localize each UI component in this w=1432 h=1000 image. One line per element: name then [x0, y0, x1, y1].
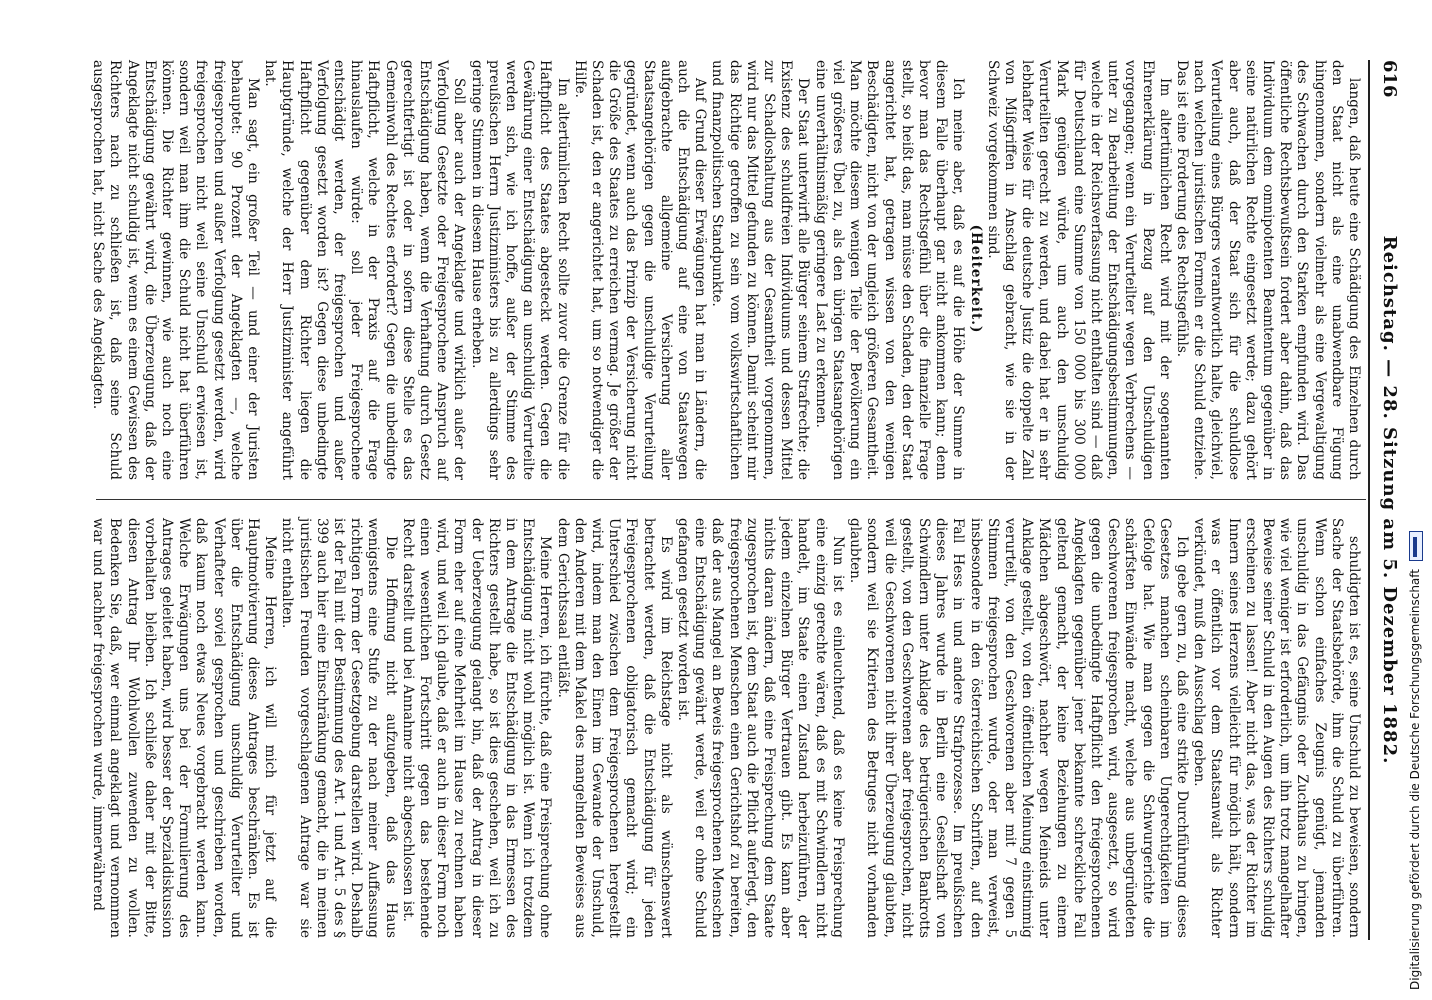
header-rule	[1368, 60, 1370, 940]
page-number: 616	[1379, 60, 1400, 98]
paragraph: Es wird im Reichstage nicht als wünschenswert betrachtet werden, daß die Entschädigung für jeden Freigesprochenen obligatorisch gemacht wird; ein Unterschied zwischen dem Freigesprochenen hergestellt wird, indem man den Einen im Gewande der Unschuld, den Anderen mit dem Makel des mangelnden Beweises aus dem Gerichtssaal entläßt.	[554, 518, 674, 938]
paragraph: Meine Herren, ich fürchte, daß eine Freisprechung ohne Entschädigung nicht wohl möglich ist. Wenn ich trotzdem in dem Antrage die Entschädigung in das Ermessen des Richters gestellt habe, so ist dies geschehen, weil ich zu der Ueberzeugung gelangt bin, daß der Antrag in dieser Form eher auf eine Mehrheit im Hause zu rechnen haben wird, und weil ich glaube, daß er auch in dieser Form noch einen wesentlichen Fortschritt gegen das bestehende Recht darstellt und bei Annahme nicht abgeschlossen ist.	[399, 518, 554, 938]
paragraph: Im altertümlichen Recht sollte zuvor die Grenze für die Haftpflicht des Staates abgesteckt werden. Gegen die Gewährung einer Entschädigung an unschuldig Verurteilte werden sich, wie ich hoffe, außer der Stimme des preußischen Herrn Justizministers bis zu allerdings sehr geringe Stimmen in diesem Hause erheben.	[468, 60, 571, 480]
paragraph: Im altertümlichen Recht wird mit der sogenannten Ehrenerklärung in Bezug auf den Unschuldigen vorgegangen; wenn ein Verurteilter wegen Verbrechens — unter zu Bearbeitung der Entschädigungsbestimmungen, welche in der Reichsverfassung nicht enthalten sind — daß für Deutschland eine Summe von 150 000 bis 300 000 Mark genügen würde, um auch den unschuldig Verurteilten gerecht zu werden, und dabei hat er in sehr lebhafter Weise für die deutsche Justiz die doppelte Zahl von Mißgriffen in Anschlag gebracht, wie sie in der Schweiz vorgekommen sind.	[984, 60, 1173, 480]
paragraph: Soll aber auch der Angeklagte und wirklich außer der Verfolgung Gesetzte oder Freigesprochene Anspruch auf Entschädigung haben, wenn die Verhaftung durch Gesetz gerechtfertigt ist oder in sofern diese Stelle es das Gemeinwohl des Rechtes erfordert? Gegen die unbedingte Haftpflicht, welche in der Praxis auf die Frage hinauslaufen würde: soll jeder Freigesprochene entschädigt werden, der freigesprochen und außer Verfolgung gesetzt worden ist? Gegen diese unbedingte Haftpflicht gegenüber dem Richter liegen die Hauptgründe, welche der Herr Justizminister angeführt hat.	[262, 60, 468, 480]
interjection: (Heiterkeit.)	[967, 224, 984, 334]
footer-text: Digitalisierung gefördert durch die Deutsche Forschungsgemeinschaft	[1408, 568, 1422, 990]
page-title: Reichstag. — 28. Sitzung am 5. Dezember 1882.	[1379, 235, 1400, 765]
paragraph: Auf Grund dieser Erwägungen hat man in Ländern, die auch die Entschädigung auf eine von Staatswegen aufgebrachte allgemeine Versicherung aller Staatsangehörigen gegen die unschuldige Verurteilung gegründet, wenn auch das Prinzip der Versicherung nicht die Größe des Staates zu erreichen vermag. Je größer der Schaden ist, den er angerichtet hat, um so notwendiger die Hilfe.	[571, 60, 709, 480]
paragraph: Nun ist es einleuchtend, daß es keine Freisprechung eine einzig gerechte wären, daß es mit Schwindlern nicht handelt, im Staate einen Zustand herbeizuführen, der jedem einzelnen Bürger Vertrauen gibt. Es kann aber nichts daran ändern, daß eine Freisprechung dem Staate zugesprochen ist, dem Staat auch die Pflicht auferlegt, den freigesprochenen Menschen einen Gerichtshof zu bereiten, daß der aus Mangel an Beweis freigesprochenen Menschen eine Entschädigung gewährt werde, weil er ohne Schuld gefangen gesetzt worden ist.	[675, 518, 846, 938]
digitization-footer	[1402, 510, 1428, 990]
paragraph: Ich meine aber, daß es auf die Höhe der Summe in diesem Falle überhaupt gar nicht ankommen kann; denn bevor man das Rechtsgefühl über die finanzielle Frage stellt, so heißt das, man müsse den Schaden, den der Staat angerichtet hat, getragen wissen von den wenigen Beschädigten, nicht von der ungleich größeren Gesamtheit. Man möchte diesem wenigen Teile der Bevölkerung ein viel größeres Übel zu, als den übrigen Staatsangehörigen eine unverhältnismäßig geringere Last zu erkennen.	[812, 60, 967, 480]
scanned-page	[82, 60, 1402, 940]
paragraph: Ich gebe gern zu, daß eine strikte Durchführung dieses Gesetzes manchen scheinbaren Ungerechtigkeiten im Gefolge hat. Wie man gegen die Schwurgerichte die schärfsten Einwände macht, welche aus unbegründeten Geschworenen freigesprochen wird, ausgesetzt, so wird gegen die unbedingte Haftpflicht den freigesprochenen Angeklagten gegenüber jener bekannte schreckliche Fall geltend gemacht, der keine Beziehungen zu einem Mädchen abgeschwört, nachher wegen Meineids unter Anklage gestellt, von den öffentlichen Meinung einstimmig verurteilt, von den Geschworenen aber mit 7 gegen 5 Stimmen freigesprochen wurde, oder man verweist, insbesondere in den österreichischen Schriften, auf den Fall Hess in und andere Strafprozesse. Im preußischen dieses Jahres wurde in Berlin eine Gesellschaft von Schwindlern unter Anklage des betrügerischen Bankrotts gestellt, von den Geschworenen aber freigesprochen, nicht weil die Geschworenen nicht ihrer Überzeugung glaubten, sondern weil sie Kriterien des Betruges nicht vorhanden glaubten.	[847, 518, 1190, 938]
paragraph: Die Hoffnung nicht aufzugeben, daß das Haus wenigstens eine Stufe zu der nach meiner Auffassung richtigen Form der Gesetzgebung darstellen wird. Deshalb ist der Fall mit der Bestimmung des Art. 1 und Art. 5 des § 399 auch hier eine Einschränkung gemacht, die in meinen juristischen Freunden vorgeschlagenen Antrage war sie nicht enthalten.	[279, 518, 399, 938]
column-divider	[96, 499, 1366, 500]
footer-text-wrapper	[1402, 510, 1428, 990]
left-column	[90, 60, 1362, 480]
page-header	[1374, 60, 1402, 940]
paragraph: Der Staat unterwirft alle Bürger seinem Strafrechte; die Existenz des schuldfreien Individuums und dessen Mittel zur Schadloshaltung aus der Gesamtheit vorgenommen, wird nur das Mittel gefunden zu können. Damit scheint mir das Richtige getroffen zu sein vom volkswirtschaftlichen und finanzpolitischen Standpunkte.	[709, 60, 812, 480]
paragraph: schuldigten ist es, seine Unschuld zu beweisen, sondern Sache der Staatsbehörde, ihm die Schuld zu überführen. Wenn schon einfaches Zeugnis genügt, jemanden unschuldig in das Gefängnis oder Zuchthaus zu bringen, wie viel weniger ist erforderlich, um ihn trotz mangelhafter Beweise seiner Schuld in den Augen des Richters schuldig erscheinen zu lassen! Aber nicht das, was der Richter im Innern seines Herzens vielleicht für möglich hält, sondern was er öffentlich vor dem Staatsanwalt als Richter verkündet, muß den Ausschlag geben.	[1191, 518, 1362, 938]
paragraph: Man sagt, ein großer Teil — und einer der Juristen behauptet: 90 Prozent der Angeklagten —, welche freigesprochen und außer Verfolgung gesetzt werden, wird freigesprochen nicht weil seine Unschuld erwiesen ist, sondern weil man ihm die Schuld nicht hat überführen können. Die Richter gewinnen, wie auch noch eine Entschädigung gewährt wird, die Überzeugung, daß der Angeklagte nicht schuldig ist, wenn es einem Gewissen des Richters nach zu schließen ist, daß seine Schuld ausgesprochen hat, nicht Sache des Angeklagten.	[90, 60, 261, 480]
paragraph: Meine Herren, ich will mich für jetzt auf die Hauptmotivierung dieses Antrages beschränken. Es ist über die Entschädigung unschuldig Verurteilter und Verhafteter soviel gesprochen und geschrieben worden, daß kaum noch etwas Neues vorgebracht werden kann. Welche Erwägungen uns bei der Formulierung des Antrages geleitet haben, wird besser der Spezialdiskussion vorbehalten bleiben. Ich schließe daher mit der Bitte, diesen Antrag Ihr Wohlwollen zuwenden zu wollen. Bedenken Sie, daß, wer einmal angeklagt und vernommen war und nachher freigesprochen wurde, immerwährend	[90, 518, 279, 938]
right-column	[90, 518, 1362, 938]
dfg-logo-icon	[1409, 531, 1423, 561]
paragraph: langen, daß heute eine Schädigung des Einzelnen durch den Staat nicht als eine unabwendbare Fügung hingenommen, sondern vielmehr als eine Vergewaltigung des Schwachen durch den Starken empfunden wird. Das öffentliche Rechtsbewußtsein fordert aber dahin, daß das Individuum dem omnipotenten Beamtentum gegenüber in seine natürlichen Rechte eingesetzt werde; dazu gehört aber auch, daß der Staat sich für die schuldlose Verurteilung eines Bürgers verantwortlich halte, gleichviel, nach welchen juristischen Formeln er die Schuld entziehe. Das ist eine Forderung des Rechtsgefühls.	[1173, 60, 1362, 480]
